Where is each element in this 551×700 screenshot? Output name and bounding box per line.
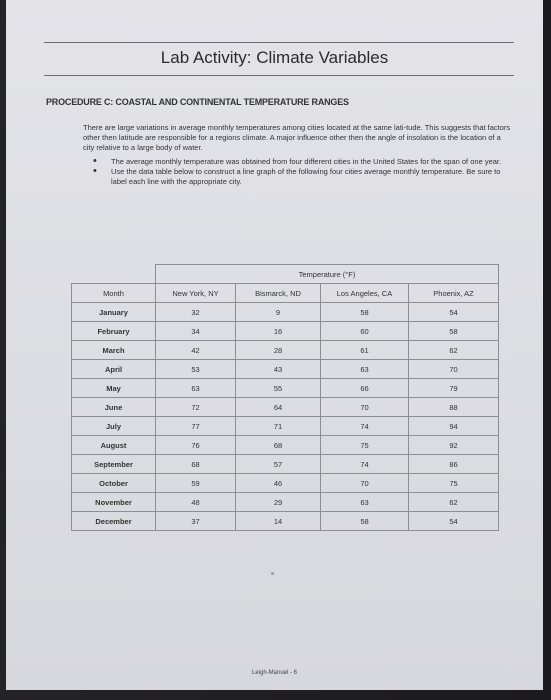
temperature-cell: 42 [156, 341, 236, 360]
instruction-item: • The average monthly temperature was obtained from four different cities in the United States for the span of one year. [93, 157, 513, 167]
temperature-cell: 28 [236, 341, 321, 360]
temperature-cell: 63 [321, 360, 409, 379]
temperature-cell: 43 [236, 360, 321, 379]
temperature-super-header: Temperature (°F) [156, 265, 499, 284]
temperature-cell: 70 [409, 360, 499, 379]
table-row [72, 379, 499, 398]
temperature-cell: 59 [156, 474, 236, 493]
temperature-cell: 70 [321, 398, 409, 417]
month-cell: January [72, 303, 156, 322]
temperature-cell: 62 [409, 341, 499, 360]
table-row [72, 493, 499, 512]
table-corner [72, 265, 156, 284]
temperature-cell: 32 [156, 303, 236, 322]
temperature-cell: 74 [321, 417, 409, 436]
temperature-cell: 75 [409, 474, 499, 493]
column-header-new-york: New York, NY [156, 284, 236, 303]
title-rule-bottom [44, 75, 514, 76]
temperature-cell: 37 [156, 512, 236, 531]
column-header-bismarck: Bismarck, ND [236, 284, 321, 303]
temperature-cell: 86 [409, 455, 499, 474]
temperature-cell: 63 [321, 493, 409, 512]
table-row [72, 436, 499, 455]
temperature-cell: 16 [236, 322, 321, 341]
instruction-item: • Use the data table below to construct a line graph of the following four cities average monthly temperature. Be sure to label each line with the appropriate city. [93, 167, 513, 187]
temperature-cell: 63 [156, 379, 236, 398]
temperature-cell: 71 [236, 417, 321, 436]
temperature-cell: 79 [409, 379, 499, 398]
column-header-month: Month [72, 284, 156, 303]
temperature-cell: 61 [321, 341, 409, 360]
table-row [72, 455, 499, 474]
temperature-cell: 58 [409, 322, 499, 341]
intro-paragraph: There are large variations in average monthly temperatures among cities located at the same lati-tude. This suggests that factors other then latitude are responsible for a regions climate. A major influence other then the angle of insolation is the location of a city relative to a large body of water. [83, 123, 511, 152]
month-cell: December [72, 512, 156, 531]
temperature-cell: 94 [409, 417, 499, 436]
temperature-cell: 68 [236, 436, 321, 455]
temperature-cell: 14 [236, 512, 321, 531]
temperature-cell: 60 [321, 322, 409, 341]
temperature-cell: 48 [156, 493, 236, 512]
temperature-cell: 54 [409, 303, 499, 322]
table-row [72, 360, 499, 379]
instruction-list [93, 157, 513, 187]
month-cell: June [72, 398, 156, 417]
temperature-cell: 34 [156, 322, 236, 341]
table-row [72, 398, 499, 417]
temperature-cell: 72 [156, 398, 236, 417]
month-cell: April [72, 360, 156, 379]
page-title: Lab Activity: Climate Variables [160, 48, 389, 67]
temperature-cell: 74 [321, 455, 409, 474]
temperature-cell: 64 [236, 398, 321, 417]
temperature-cell: 46 [236, 474, 321, 493]
temperature-cell: 70 [321, 474, 409, 493]
temperature-cell: 57 [236, 455, 321, 474]
column-header-phoenix: Phoenix, AZ [409, 284, 499, 303]
temperature-cell: 66 [321, 379, 409, 398]
worksheet-page [6, 0, 543, 690]
temperature-cell: 88 [409, 398, 499, 417]
table-row [72, 512, 499, 531]
table-body [72, 303, 499, 531]
month-cell: July [72, 417, 156, 436]
temperature-cell: 68 [156, 455, 236, 474]
temperature-cell: 29 [236, 493, 321, 512]
table-row [72, 417, 499, 436]
temperature-cell: 53 [156, 360, 236, 379]
month-cell: March [72, 341, 156, 360]
month-cell: November [72, 493, 156, 512]
page-footer: Leigh-Manuel - 6 [251, 670, 298, 676]
temperature-cell: 58 [321, 512, 409, 531]
month-cell: October [72, 474, 156, 493]
temperature-cell: 75 [321, 436, 409, 455]
month-cell: February [72, 322, 156, 341]
temperature-cell: 55 [236, 379, 321, 398]
temperature-cell: 77 [156, 417, 236, 436]
temperature-table [71, 264, 499, 531]
temperature-cell: 92 [409, 436, 499, 455]
temperature-cell: 9 [236, 303, 321, 322]
month-cell: August [72, 436, 156, 455]
temperature-cell: 62 [409, 493, 499, 512]
column-header-los-angeles: Los Angeles, CA [321, 284, 409, 303]
procedure-heading: PROCEDURE C: COASTAL AND CONTINENTAL TEMPERATURE RANGES [46, 97, 349, 107]
page-mark [271, 572, 274, 575]
table-row [72, 322, 499, 341]
table-row [72, 474, 499, 493]
table-row [72, 303, 499, 322]
table-row [72, 341, 499, 360]
title-rule-top [44, 42, 514, 43]
temperature-cell: 54 [409, 512, 499, 531]
temperature-cell: 76 [156, 436, 236, 455]
temperature-cell: 58 [321, 303, 409, 322]
month-cell: May [72, 379, 156, 398]
month-cell: September [72, 455, 156, 474]
